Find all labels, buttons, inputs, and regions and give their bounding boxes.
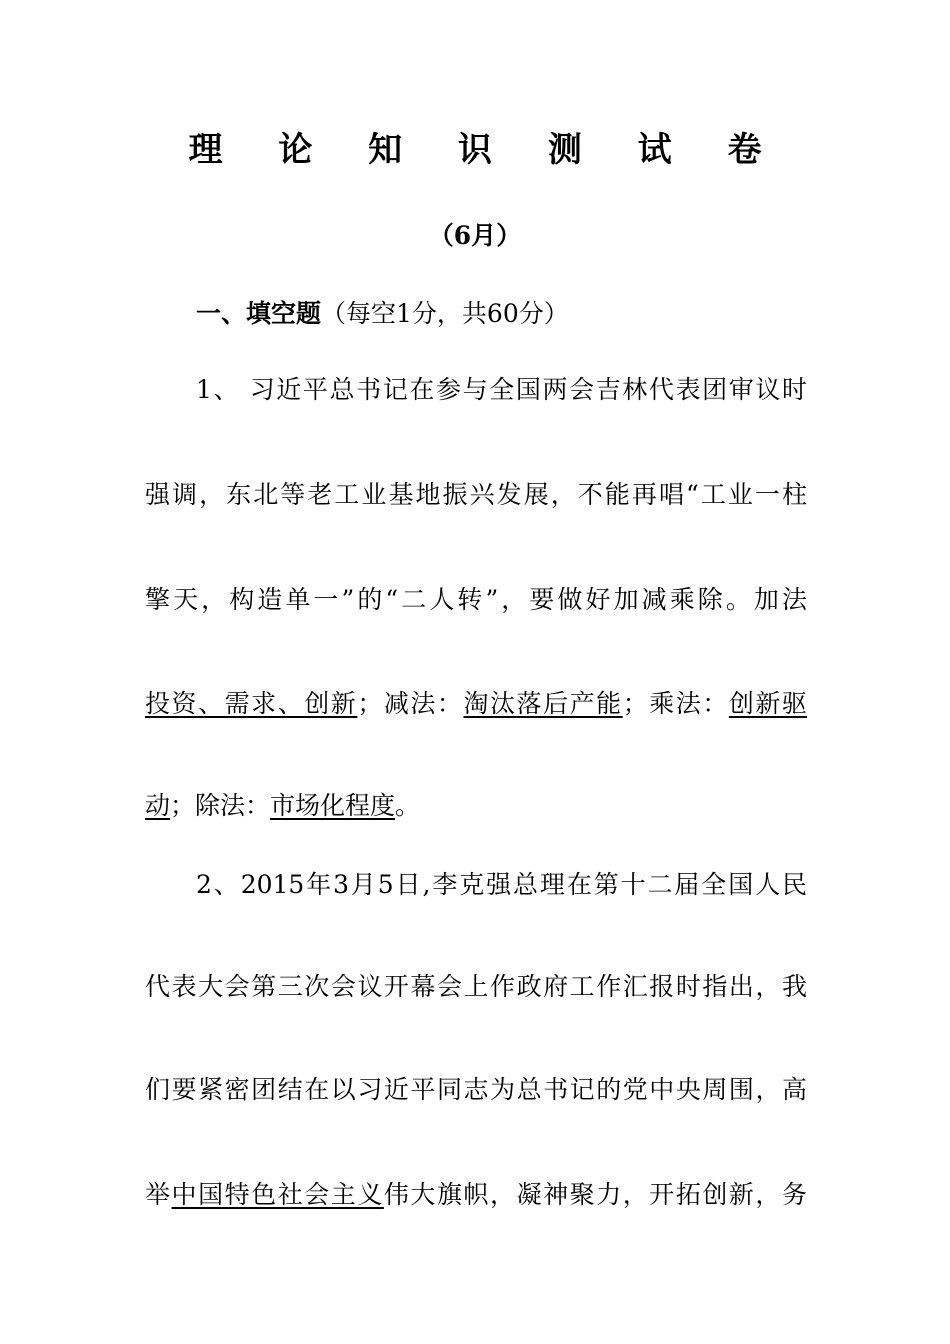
q1-line-3: 擎天，构造单一”的“二人转”，要做好加减乘除。加法 <box>145 585 807 614</box>
q1-answer-1: 投资、需求、创新 <box>145 689 358 718</box>
q1-text-division: ；除法： <box>170 791 271 820</box>
q2-line-4 <box>145 1175 807 1215</box>
section-number: 一、填空题 <box>196 299 322 328</box>
section-heading <box>196 294 569 334</box>
q1-text-end: 。 <box>395 791 421 820</box>
q1-answer-3-cont: 动 <box>145 791 171 820</box>
q2-text-start: 举 <box>145 1180 172 1209</box>
q1-answer-2: 淘汰落后产能 <box>463 689 623 718</box>
q1-text-multiplication: ；乘法： <box>622 689 729 718</box>
q1-line-2: 强调，东北等老工业基地振兴发展，不能再唱“工业一柱 <box>145 480 807 509</box>
q2-line-1: 2、2015年3月5日,李克强总理在第十二届全国人民 <box>196 870 807 899</box>
q1-line-4 <box>145 684 807 724</box>
q1-answer-3: 创新驱 <box>728 689 807 718</box>
q1-line-5 <box>145 786 807 826</box>
q2-line-2: 代表大会第三次会议开幕会上作政府工作汇报时指出，我 <box>145 972 807 1001</box>
page-title: 理 论 知 识 测 试 卷 <box>188 130 784 170</box>
q2-answer-1: 中国特色社会主义 <box>171 1180 384 1209</box>
q1-line-1: 1、 习近平总书记在参与全国两会吉林代表团审议时 <box>196 375 807 404</box>
q1-text-subtraction: ；减法： <box>357 689 464 718</box>
q1-answer-4: 市场化程度 <box>270 791 396 820</box>
q2-text-rest: 伟大旗帜，凝神聚力，开拓创新，务 <box>383 1180 807 1209</box>
section-note: （每空1分，共60分） <box>321 299 569 328</box>
q2-line-3: 们要紧密团结在以习近平同志为总书记的党中央周围，高 <box>145 1075 807 1104</box>
page-subtitle: （6月） <box>428 221 522 250</box>
